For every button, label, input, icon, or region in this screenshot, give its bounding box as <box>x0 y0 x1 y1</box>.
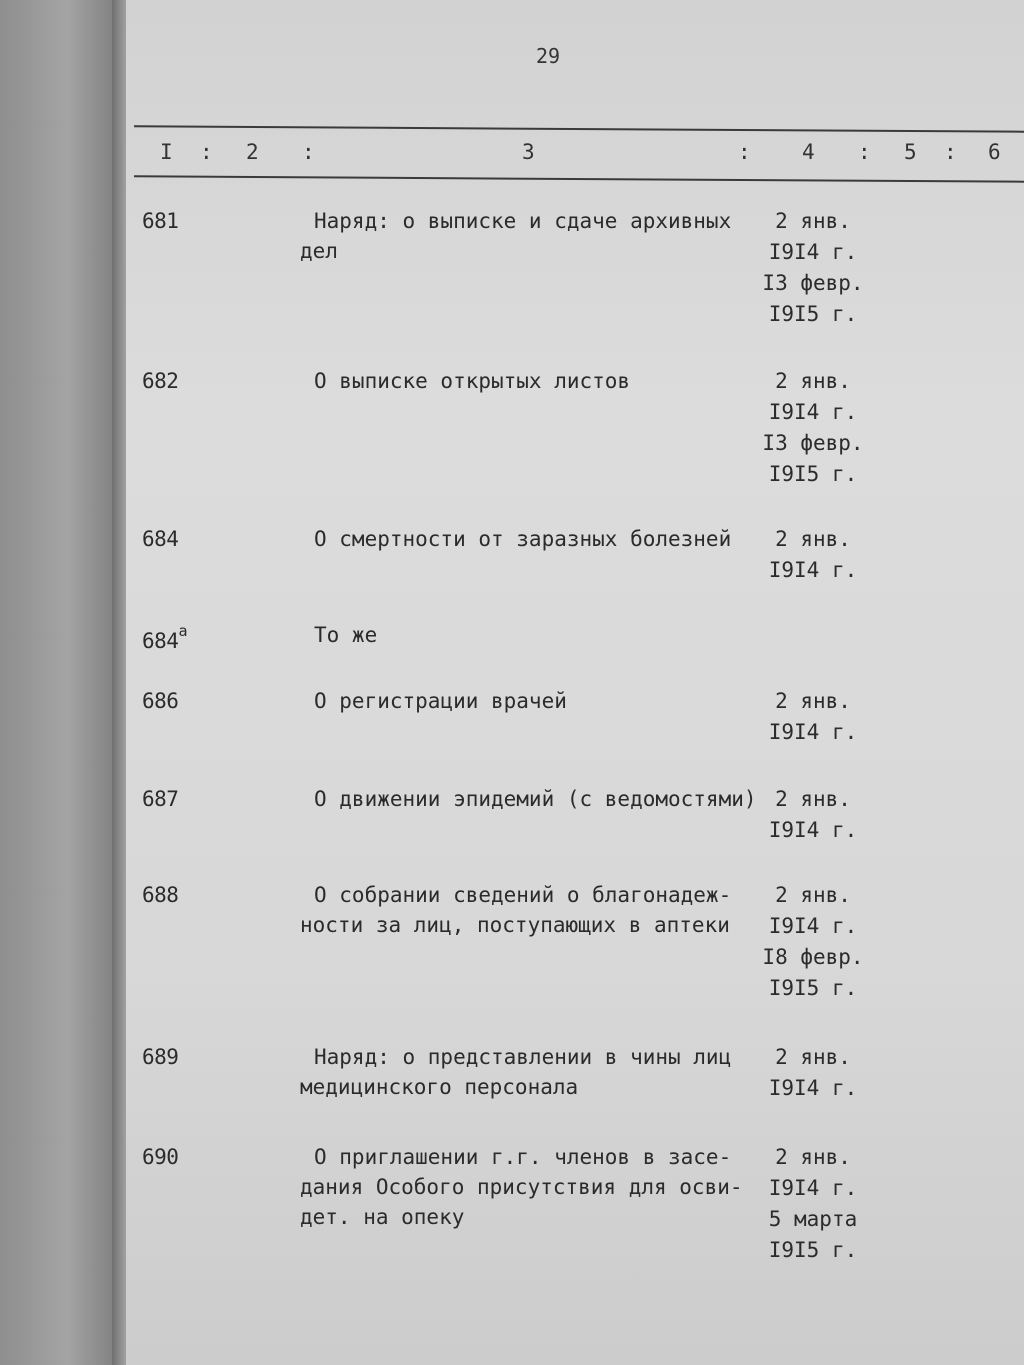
entry-title-line: Наряд: о выписке и сдаче архивных <box>314 209 732 233</box>
entry-title-line: дания Особого присутствия для осви- <box>300 1175 743 1199</box>
column-separator: : <box>858 140 871 164</box>
entry-title <box>300 206 756 266</box>
entry-title-line: медицинского персонала <box>300 1075 579 1099</box>
entry-number-suffix: а <box>178 622 187 640</box>
entry-dates <box>758 1142 868 1266</box>
entry-title <box>300 1142 756 1232</box>
entry-date-start: 2 янв. <box>775 527 851 551</box>
entry-number: 681 <box>142 209 179 233</box>
column-header-2: 2 <box>246 140 259 164</box>
entry-year-end: I9I5 г. <box>768 976 858 1000</box>
entry-number-value: 684 <box>142 629 179 653</box>
entry-dates <box>758 366 868 490</box>
entry-number: 690 <box>142 1145 179 1169</box>
entry-title-line: О смертности от заразных болезней <box>314 527 732 551</box>
entry-title <box>300 1042 756 1102</box>
entry-title-line: дел <box>300 239 338 263</box>
entry-title-line: О собрании сведений о благонадеж- <box>314 883 732 907</box>
entry-number: 687 <box>142 787 179 811</box>
entry-dates <box>758 686 868 748</box>
entry-year-end: I9I5 г. <box>768 1238 858 1262</box>
entry-date-start: 2 янв. <box>775 883 851 907</box>
entry-year-start: I9I4 г. <box>768 1176 858 1200</box>
document-page <box>126 0 1024 1365</box>
entry-title-line: Наряд: о представлении в чины лиц <box>314 1045 732 1069</box>
entry-dates <box>758 880 868 1004</box>
entry-title-line: То же <box>314 623 378 647</box>
entry-title-line: ности за лиц, поступающих в аптеки <box>300 913 730 937</box>
entry-dates <box>758 784 868 846</box>
entry-title <box>300 686 756 716</box>
entry-date-start: 2 янв. <box>775 1145 851 1169</box>
entry-title-line: О выписке открытых листов <box>314 369 631 393</box>
entry-year-start: I9I4 г. <box>768 720 858 744</box>
column-header-4: 4 <box>802 140 815 164</box>
entry-date-start: 2 янв. <box>775 209 851 233</box>
column-header-3: 3 <box>522 140 535 164</box>
header-rule-bottom <box>134 175 1024 182</box>
entry-year-start: I9I4 г. <box>768 914 858 938</box>
entry-title <box>300 620 756 650</box>
entry-title-line: дет. на опеку <box>300 1205 465 1229</box>
entry-year-end: I9I5 г. <box>768 462 858 486</box>
entry-title-line: О приглашении г.г. членов в засе- <box>314 1145 732 1169</box>
entry-year-end: I9I5 г. <box>768 302 858 326</box>
entry-dates <box>758 206 868 330</box>
entry-year-start: I9I4 г. <box>768 818 858 842</box>
entry-title-line: О регистрации врачей <box>314 689 567 713</box>
column-separator: : <box>200 140 213 164</box>
entry-year-start: I9I4 г. <box>768 400 858 424</box>
column-header-5: 5 <box>904 140 917 164</box>
entry-number: 688 <box>142 883 179 907</box>
entry-date-start: 2 янв. <box>775 689 851 713</box>
entry-date-end: I8 февр. <box>762 945 864 969</box>
entry-number: 689 <box>142 1045 179 1069</box>
entry-date-start: 2 янв. <box>775 1045 851 1069</box>
entry-date-start: 2 янв. <box>775 369 851 393</box>
entry-dates <box>758 1042 868 1104</box>
column-header-1: I <box>160 140 173 164</box>
entry-year-start: I9I4 г. <box>768 558 858 582</box>
entry-date-end: I3 февр. <box>762 431 864 455</box>
column-header-row <box>126 140 1024 176</box>
entry-date-end: I3 февр. <box>762 271 864 295</box>
facing-page-edge <box>0 0 122 1365</box>
entry-title <box>300 366 756 396</box>
column-separator: : <box>302 140 315 164</box>
entry-date-end: 5 марта <box>768 1207 858 1231</box>
entry-title <box>300 880 756 940</box>
entry-title-line: О движении эпидемий (с ведомостями) <box>314 787 757 811</box>
entry-number: 686 <box>142 689 179 713</box>
entry-year-start: I9I4 г. <box>768 1076 858 1100</box>
page-number: 29 <box>536 44 561 68</box>
entry-number: 684 <box>142 527 179 551</box>
entry-title <box>300 524 756 554</box>
entry-title <box>300 784 756 814</box>
entry-dates <box>758 524 868 586</box>
column-separator: : <box>944 140 957 164</box>
entry-year-start: I9I4 г. <box>768 240 858 264</box>
header-rule-top <box>134 125 1024 132</box>
entry-number <box>142 620 187 656</box>
entry-date-start: 2 янв. <box>775 787 851 811</box>
column-header-6: 6 <box>988 140 1001 164</box>
entry-number: 682 <box>142 369 179 393</box>
column-separator: : <box>738 140 751 164</box>
